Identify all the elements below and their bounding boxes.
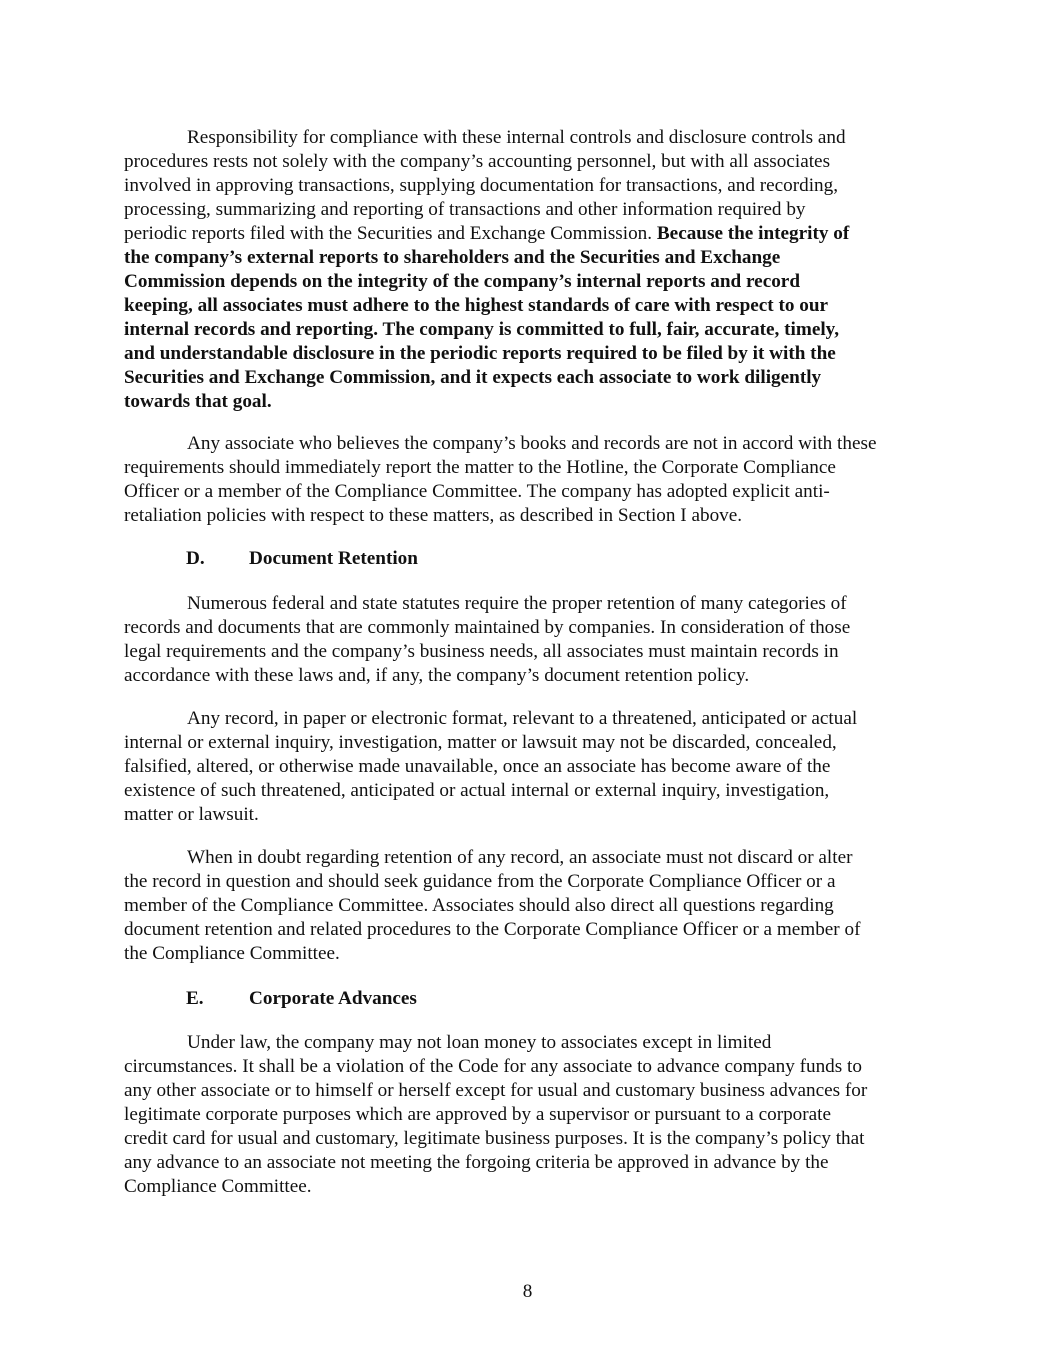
text-line: Officer or a member of the Compliance Committee. The company has adopted explicit anti-	[124, 481, 830, 502]
text-line: the record in question and should seek guidance from the Corporate Compliance Officer or a	[124, 871, 836, 892]
text-line: member of the Compliance Committee. Associates should also direct all questions regarding	[124, 895, 834, 916]
text-line: legal requirements and the company’s business needs, all associates must maintain records in	[124, 641, 839, 662]
bold-text-line: Commission depends on the integrity of the company’s internal reports and record	[124, 271, 800, 292]
paragraph-statutes	[124, 592, 954, 688]
text-line: periodic reports filed with the Securities and Exchange Commission. Because the integrity of	[124, 223, 850, 244]
bold-text-line: towards that goal.	[124, 391, 272, 412]
paragraph-reporting	[124, 432, 954, 528]
text-line: When in doubt regarding retention of any record, an associate must not discard or alter	[187, 847, 853, 868]
paragraph-internal-controls	[124, 126, 954, 414]
bold-text-line: keeping, all associates must adhere to the highest standards of care with respect to our	[124, 295, 829, 316]
text-line: the Compliance Committee.	[124, 943, 340, 964]
text-line: Numerous federal and state statutes require the proper retention of many categories of	[187, 593, 847, 614]
paragraph-records-inquiry	[124, 707, 954, 827]
text-line: document retention and related procedures to the Corporate Compliance Officer or a member of	[124, 919, 861, 940]
text-line: records and documents that are commonly maintained by companies. In consideration of those	[124, 617, 851, 638]
text-line: Under law, the company may not loan money to associates except in limited	[187, 1032, 772, 1053]
text-line: credit card for usual and customary, legitimate business purposes. It is the company’s policy that	[124, 1128, 865, 1149]
text-line: Any associate who believes the company’s books and records are not in accord with these	[187, 433, 877, 454]
section-letter: D.	[186, 548, 205, 569]
bold-text-line: and understandable disclosure in the periodic reports required to be filed by it with the	[124, 343, 836, 364]
text-line: procedures rests not solely with the company’s accounting personnel, but with all associates	[124, 151, 831, 172]
section-title: Document Retention	[249, 548, 418, 569]
text-line: processing, summarizing and reporting of transactions and other information required by	[124, 199, 806, 220]
paragraph-when-in-doubt	[124, 846, 954, 966]
text-line: involved in approving transactions, supplying documentation for transactions, and recording,	[124, 175, 839, 196]
page-number: 8	[522, 1281, 533, 1302]
text-line: Any record, in paper or electronic format, relevant to a threatened, anticipated or actual	[187, 708, 858, 729]
bold-text-line: Securities and Exchange Commission, and it expects each associate to work diligently	[124, 367, 822, 388]
text-line: existence of such threatened, anticipated or actual internal or external inquiry, investigation,	[124, 780, 830, 801]
section-letter: E.	[186, 988, 204, 1009]
text-line: Responsibility for compliance with these internal controls and disclosure controls and	[187, 127, 846, 148]
section-heading-corporate-advances	[186, 987, 417, 1011]
text-line: falsified, altered, or otherwise made unavailable, once an associate has become aware of the	[124, 756, 831, 777]
bold-text-line: internal records and reporting. The company is committed to full, fair, accurate, timely,	[124, 319, 840, 340]
text-line: Compliance Committee.	[124, 1176, 312, 1197]
text-line: requirements should immediately report the matter to the Hotline, the Corporate Compliance	[124, 457, 836, 478]
text-line: accordance with these laws and, if any, the company’s document retention policy.	[124, 665, 750, 686]
text-line: retaliation policies with respect to these matters, as described in Section I above.	[124, 505, 743, 526]
text-line: circumstances. It shall be a violation of the Code for any associate to advance company funds to	[124, 1056, 862, 1077]
text-line: internal or external inquiry, investigation, matter or lawsuit may not be discarded, concealed,	[124, 732, 837, 753]
text-line: any advance to an associate not meeting the forgoing criteria be approved in advance by the	[124, 1152, 829, 1173]
bold-text: Because the integrity of	[656, 223, 850, 244]
text-line: matter or lawsuit.	[124, 804, 259, 825]
section-heading-document-retention	[186, 547, 418, 571]
bold-text-line: the company’s external reports to shareholders and the Securities and Exchange	[124, 247, 781, 268]
section-title: Corporate Advances	[249, 988, 417, 1009]
text-line: legitimate corporate purposes which are approved by a supervisor or pursuant to a corporate	[124, 1104, 832, 1125]
text-line: any other associate or to himself or herself except for usual and customary business advances for	[124, 1080, 868, 1101]
paragraph-loans	[124, 1031, 954, 1199]
